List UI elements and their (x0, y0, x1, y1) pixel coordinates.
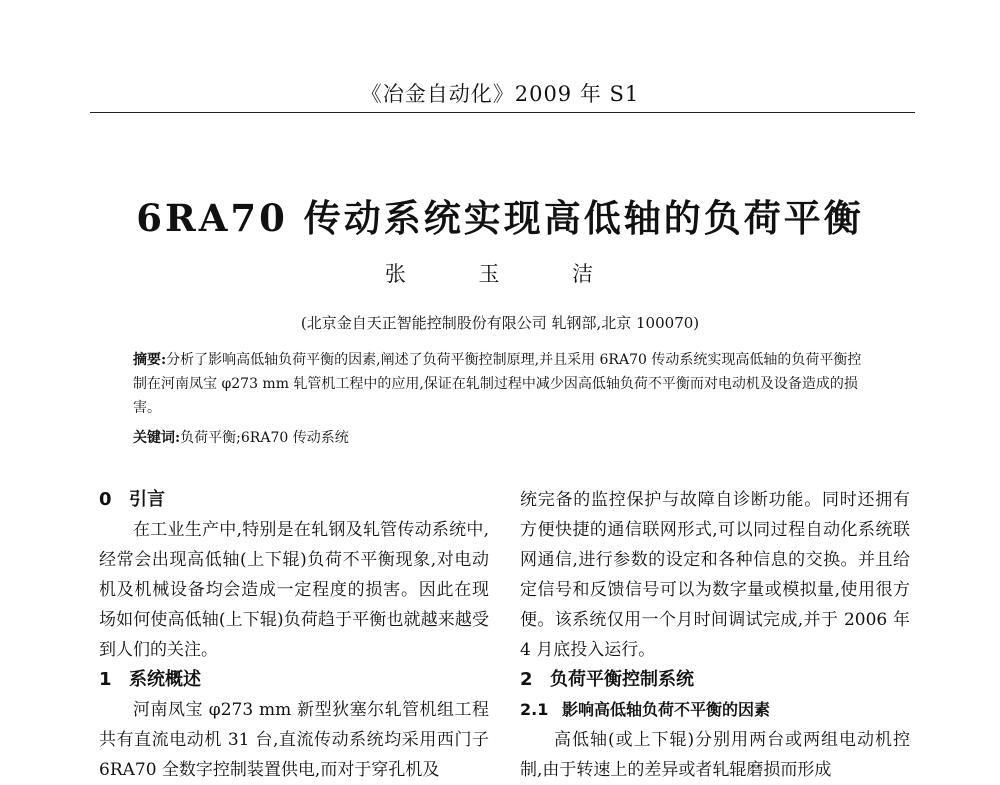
section-1-number: 1 (99, 669, 112, 690)
section-0-number: 0 (99, 489, 112, 510)
running-header: 《冶金自动化》2009 年 S1 (360, 82, 640, 106)
header-rule (90, 112, 915, 113)
left-column (99, 485, 489, 785)
section-0-title: 引言 (129, 489, 165, 510)
section-0-heading (99, 485, 489, 515)
section-2-1-text: 高低轴(或上下辊)分别用两台或两组电动机控制,由于转速上的差异或者轧辊磨损而形成 (520, 730, 910, 780)
section-2-1-heading (520, 695, 910, 725)
section-1-heading (99, 665, 489, 695)
section-2-1-number: 2.1 (520, 700, 549, 719)
keywords-label: 关键词: (133, 430, 181, 446)
affiliation: (北京金自天正智能控制股份有限公司 轧钢部,北京 100070) (300, 314, 700, 332)
abstract-text: 分析了影响高低轴负荷平衡的因素,阐述了负荷平衡控制原理,并且采用 6RA70 传动系统实现高低轴的负荷平衡控制在河南凤宝 φ273 mm 轧管机工程中的应用,保证在轧制过程中减少因高低轴负荷不平衡而对电动机及设备造成的损害。 (133, 352, 862, 416)
author: 张 玉 洁 (384, 262, 616, 286)
section-2-1-title: 影响高低轴负荷不平衡的因素 (562, 700, 771, 719)
section-1-title: 系统概述 (129, 669, 201, 690)
section-0-text: 在工业生产中,特别是在轧钢及轧管传动系统中,经常会出现高低轴(上下辊)负荷不平衡现象,对电动机及机械设备均会造成一定程度的损害。因此在现场如何使高低轴(上下辊)负荷趋于平衡也就越来越受到人们的关注。 (99, 520, 489, 660)
section-2-number: 2 (520, 669, 533, 690)
right-column (520, 485, 910, 785)
keywords (133, 428, 868, 448)
section-2-title: 负荷平衡控制系统 (550, 669, 694, 690)
abstract-label: 摘要: (133, 352, 167, 368)
section-2-heading (520, 665, 910, 695)
section-1-text: 河南凤宝 φ273 mm 新型狄塞尔轧管机组工程共有直流电动机 31 台,直流传动系统均采用西门子 6RA70 全数字控制装置供电,而对于穿孔机及 (99, 700, 489, 780)
paper-title: 6RA70 传动系统实现高低轴的负荷平衡 (136, 196, 864, 240)
keywords-text: 负荷平衡;6RA70 传动系统 (180, 430, 349, 446)
section-1-continuation: 统完备的监控保护与故障自诊断功能。同时还拥有方便快捷的通信联网形式,可以同过程自动化系统联网通信,进行参数的设定和各种信息的交换。并且给定信号和反馈信号可以为数字量或模拟量,使用很方便。该系统仅用一个月时间调试完成,并于 2006 年 4 月底投入运行。 (520, 490, 910, 660)
abstract (133, 348, 868, 420)
